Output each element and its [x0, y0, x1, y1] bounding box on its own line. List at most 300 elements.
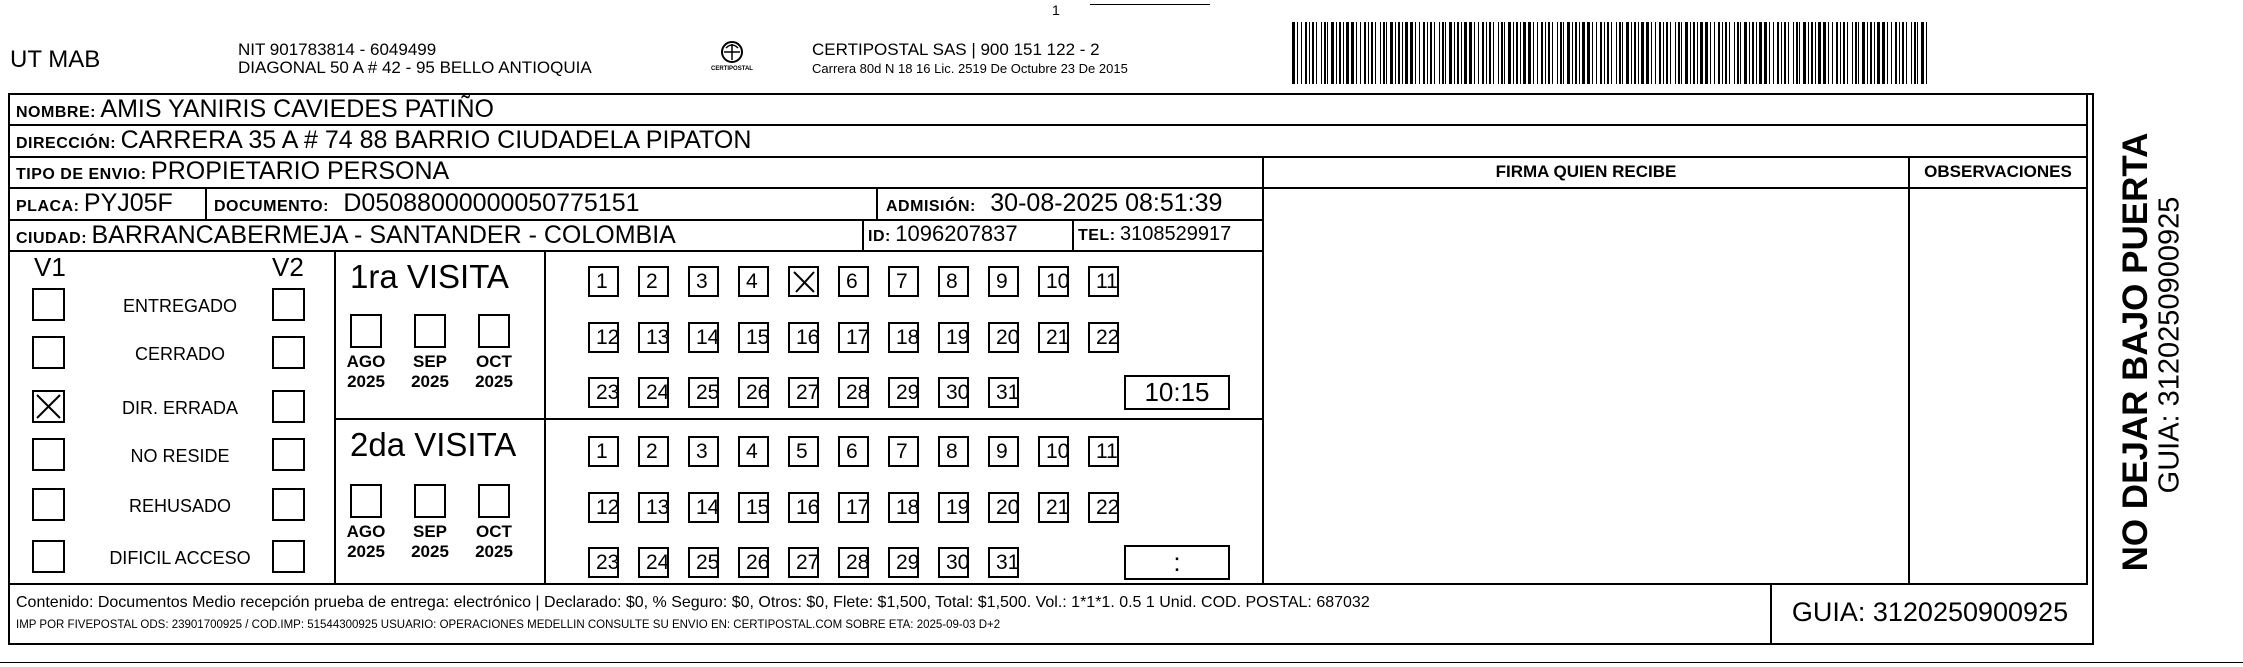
- barcode-bar: [1309, 22, 1310, 84]
- documento-row: [214, 189, 640, 218]
- day-checkbox[interactable]: [1038, 492, 1069, 523]
- barcode-bar: [1439, 22, 1440, 84]
- admision-value: 30-08-2025 08:51:39: [990, 189, 1223, 217]
- barcode-bar: [1700, 22, 1703, 84]
- barcode-bar: [1646, 22, 1649, 84]
- day-number: 23: [596, 381, 620, 404]
- day-number: 25: [696, 551, 720, 574]
- barcode-bar: [1316, 22, 1317, 84]
- day-number: 4: [746, 270, 758, 293]
- day-checkbox[interactable]: [888, 547, 919, 578]
- day-checkbox[interactable]: [688, 492, 719, 523]
- barcode-bar: [1380, 22, 1381, 84]
- barcode-bar: [1710, 22, 1711, 84]
- barcode-bar: [1663, 22, 1664, 84]
- day-checkbox[interactable]: [588, 547, 619, 578]
- barcode-bar: [1541, 22, 1543, 84]
- barcode-bar: [1604, 22, 1605, 84]
- day-checkbox[interactable]: [688, 266, 719, 297]
- day-number: 17: [846, 496, 870, 519]
- barcode-bar: [1430, 22, 1432, 84]
- day-checkbox[interactable]: [1038, 322, 1069, 353]
- status-label: CERRADO: [134, 344, 225, 364]
- barcode-bar: [1641, 22, 1644, 84]
- barcode-bar: [1796, 22, 1798, 84]
- day-checkbox[interactable]: [788, 266, 819, 297]
- day-number: 21: [1046, 326, 1070, 349]
- month-label: [340, 352, 392, 392]
- day-checkbox[interactable]: [988, 492, 1019, 523]
- side-warning: NO DEJAR BAJO PUERTA: [2116, 132, 2155, 572]
- day-checkbox[interactable]: [838, 266, 869, 297]
- day-checkbox[interactable]: [838, 322, 869, 353]
- day-number: 1: [596, 270, 608, 293]
- day-checkbox[interactable]: [1088, 436, 1119, 467]
- barcode-bar: [1343, 22, 1344, 84]
- month-checkbox[interactable]: [350, 314, 382, 348]
- day-checkbox[interactable]: [988, 436, 1019, 467]
- barcode-bar: [1895, 22, 1897, 84]
- barcode-bar: [1793, 22, 1794, 84]
- barcode-bar: [1921, 22, 1924, 84]
- barcode-bar: [1533, 22, 1534, 84]
- day-number: 4: [746, 440, 758, 463]
- day-checkbox[interactable]: [588, 436, 619, 467]
- barcode-bar: [1419, 22, 1420, 84]
- documento-value: D05088000000050775151: [343, 189, 640, 217]
- barcode-bar: [1434, 22, 1435, 84]
- carrier-license: Carrera 80d N 18 16 Lic. 2519 De Octubre 23 De 2015: [812, 61, 1128, 76]
- company-nit: NIT 901783814 - 6049499: [238, 40, 437, 59]
- day-checkbox[interactable]: [738, 377, 769, 408]
- certipostal-logo: [708, 38, 756, 78]
- barcode-bar: [1305, 22, 1307, 84]
- day-number: 11: [1096, 440, 1118, 463]
- logo-text: CERTIPOSTAL: [711, 66, 753, 72]
- day-number: 19: [946, 496, 970, 519]
- day-number: 11: [1096, 270, 1118, 293]
- day-checkbox[interactable]: [938, 322, 969, 353]
- day-number: 2: [646, 440, 658, 463]
- barcode-bar: [1858, 22, 1859, 84]
- barcode-bar: [1398, 22, 1400, 84]
- day-number: 26: [746, 381, 770, 404]
- barcode-bar: [1516, 22, 1518, 84]
- barcode-bar: [1722, 22, 1723, 84]
- day-number: 28: [846, 381, 870, 404]
- day-number: 23: [596, 551, 620, 574]
- day-checkbox[interactable]: [938, 492, 969, 523]
- barcode-bar: [1666, 22, 1668, 84]
- day-number: 2: [646, 270, 658, 293]
- time-field[interactable]: :: [1124, 545, 1230, 580]
- barcode-bar: [1729, 22, 1730, 84]
- first-visit-title: 1ra VISITA: [350, 258, 509, 295]
- barcode-bar: [1675, 22, 1676, 84]
- barcode-bar: [1592, 22, 1593, 84]
- day-number: 10: [1046, 270, 1070, 293]
- barcode-bar: [1461, 22, 1462, 84]
- barcode-bar: [1899, 22, 1900, 84]
- inner-right: [2086, 93, 2088, 585]
- barcode-bar: [1501, 22, 1503, 84]
- day-checkbox[interactable]: [688, 377, 719, 408]
- day-number: 15: [746, 326, 770, 349]
- v2-checkbox[interactable]: [272, 336, 305, 369]
- page-bottom-rule: [0, 662, 2243, 663]
- barcode-bar: [1777, 22, 1779, 84]
- id-label: ID:: [868, 228, 891, 245]
- month-checkbox[interactable]: [478, 484, 510, 518]
- barcode-bar: [1616, 22, 1617, 84]
- day-checkbox[interactable]: [888, 377, 919, 408]
- day-checkbox[interactable]: [788, 377, 819, 408]
- day-checkbox[interactable]: [688, 547, 719, 578]
- barcode-bar: [1548, 22, 1550, 84]
- barcode-bar: [1823, 22, 1826, 84]
- day-number: 8: [946, 270, 958, 293]
- day-checkbox[interactable]: [988, 547, 1019, 578]
- barcode-bar: [1836, 22, 1838, 84]
- v1-checkbox[interactable]: [32, 288, 65, 321]
- status-label: REHUSADO: [128, 496, 231, 516]
- month-checkbox[interactable]: [414, 314, 446, 348]
- barcode-bar: [1478, 22, 1479, 84]
- placa-label: PLACA:: [16, 198, 80, 215]
- barcode-bar: [1659, 22, 1661, 84]
- day-checkbox[interactable]: [788, 322, 819, 353]
- day-number: 10: [1046, 440, 1070, 463]
- barcode-bar: [1482, 22, 1484, 84]
- page-mark: 1: [1052, 2, 1060, 18]
- second-visit-title: 2da VISITA: [350, 426, 517, 463]
- day-number: 18: [896, 496, 920, 519]
- day-number: 3: [696, 270, 708, 293]
- barcode-bar: [1693, 22, 1695, 84]
- v1-checkbox[interactable]: [32, 540, 65, 573]
- month-name: OCT: [476, 522, 512, 541]
- day-checkbox[interactable]: [588, 322, 619, 353]
- ciudad-row: [16, 221, 676, 250]
- barcode-bar: [1508, 22, 1511, 84]
- day-number: 18: [896, 326, 920, 349]
- barcode-bar: [1902, 22, 1904, 84]
- day-number: 13: [646, 326, 670, 349]
- day-number: 19: [946, 326, 970, 349]
- month-name: OCT: [476, 352, 512, 371]
- v1-label: V1: [34, 252, 66, 282]
- v2-checkbox[interactable]: [272, 438, 305, 471]
- barcode-bar: [1655, 22, 1656, 84]
- day-number: 22: [1096, 326, 1120, 349]
- month-label: [340, 522, 392, 562]
- day-number: 6: [846, 270, 858, 293]
- day-number: 7: [896, 270, 908, 293]
- barcode-bar: [1756, 22, 1757, 84]
- day-checkbox[interactable]: [838, 492, 869, 523]
- check-x-icon: [790, 268, 817, 295]
- day-checkbox[interactable]: [1088, 492, 1119, 523]
- month-checkbox[interactable]: [414, 484, 446, 518]
- day-checkbox[interactable]: [988, 266, 1019, 297]
- barcode-bar: [1504, 22, 1505, 84]
- day-checkbox[interactable]: [938, 266, 969, 297]
- barcode-bar: [1545, 22, 1546, 84]
- barcode-bar: [1423, 22, 1425, 84]
- v2-checkbox[interactable]: [272, 390, 305, 423]
- day-checkbox[interactable]: [788, 547, 819, 578]
- day-checkbox[interactable]: [738, 322, 769, 353]
- barcode-bar: [1336, 22, 1337, 84]
- placa-value: PYJ05F: [83, 189, 173, 217]
- day-number: 29: [896, 551, 920, 574]
- observaciones-header: OBSERVACIONES: [1924, 162, 2072, 181]
- barcode-bar: [1464, 22, 1467, 84]
- day-checkbox[interactable]: [838, 377, 869, 408]
- day-number: 16: [796, 496, 820, 519]
- day-checkbox[interactable]: [938, 436, 969, 467]
- day-number: 7: [896, 440, 908, 463]
- barcode-bar: [1788, 22, 1789, 84]
- carrier-name: CERTIPOSTAL SAS | 900 151 122 - 2: [812, 40, 1100, 59]
- id-value: 1096207837: [895, 221, 1018, 246]
- barcode-bar: [1631, 22, 1632, 84]
- direccion-row: [16, 126, 751, 155]
- day-checkbox[interactable]: [738, 266, 769, 297]
- day-number: 5: [796, 440, 808, 463]
- barcode-bar: [1611, 22, 1612, 84]
- day-checkbox[interactable]: [738, 436, 769, 467]
- day-number: 29: [896, 381, 920, 404]
- v2-checkbox[interactable]: [272, 488, 305, 521]
- status-label: DIFICIL ACCESO: [109, 548, 251, 568]
- day-checkbox[interactable]: [638, 377, 669, 408]
- day-checkbox[interactable]: [588, 266, 619, 297]
- barcode-bar: [1386, 22, 1387, 84]
- id-row: [868, 221, 1018, 247]
- barcode-bar: [1489, 22, 1491, 84]
- barcode-bar: [1567, 22, 1570, 84]
- month-label: [468, 352, 520, 392]
- day-checkbox[interactable]: [1038, 266, 1069, 297]
- barcode-bar: [1301, 22, 1302, 84]
- barcode-bar: [1870, 22, 1872, 84]
- day-number: 24: [646, 381, 670, 404]
- footer-imp: IMP POR FIVEPOSTAL ODS: 23901700925 / COD.IMP: 51544300925 USUARIO: OPERACIONES MEDELLIN CONSULTE SU ENVIO EN: CERTIPOSTAL.COM SOBRE ETA: 2025-09-03 D+2: [16, 619, 1001, 631]
- barcode-bar: [1926, 22, 1927, 84]
- day-checkbox[interactable]: [838, 436, 869, 467]
- tipo-label: TIPO DE ENVIO:: [16, 166, 147, 183]
- day-checkbox[interactable]: [988, 322, 1019, 353]
- day-checkbox[interactable]: [588, 377, 619, 408]
- barcode-bar: [1339, 22, 1341, 84]
- barcode-bar: [1415, 22, 1416, 84]
- barcode-bar: [1634, 22, 1636, 84]
- barcode-bar: [1405, 22, 1408, 84]
- barcode-bar: [1331, 22, 1334, 84]
- day-checkbox[interactable]: [638, 436, 669, 467]
- barcode-bar: [1619, 22, 1621, 84]
- barcode-bar: [1877, 22, 1880, 84]
- barcode-bar: [1395, 22, 1396, 84]
- barcode-bar: [1815, 22, 1816, 84]
- barcode-bar: [1375, 22, 1376, 84]
- admision-label: ADMISIÓN:: [886, 198, 976, 215]
- day-checkbox[interactable]: [838, 547, 869, 578]
- v1-checkbox[interactable]: [32, 488, 65, 521]
- barcode-bar: [1887, 22, 1888, 84]
- day-number: 6: [846, 440, 858, 463]
- day-checkbox[interactable]: [788, 492, 819, 523]
- status-label: ENTREGADO: [122, 296, 237, 316]
- footer-guia: GUIA: 3120250900925: [1791, 597, 2069, 627]
- day-number: 3: [696, 440, 708, 463]
- barcode-bar: [1718, 22, 1720, 84]
- barcode-bar: [1784, 22, 1786, 84]
- day-number: 8: [946, 440, 958, 463]
- day-number: 31: [996, 381, 1020, 404]
- barcode-bar: [1607, 22, 1609, 84]
- v2-checkbox[interactable]: [272, 540, 305, 573]
- v1-checkbox[interactable]: [32, 390, 65, 423]
- day-number: 26: [746, 551, 770, 574]
- barcode-bar: [1891, 22, 1892, 84]
- firma-header: FIRMA QUIEN RECIBE: [1495, 162, 1677, 181]
- day-number: 20: [996, 326, 1020, 349]
- month-label: [404, 352, 456, 392]
- day-number: 24: [646, 551, 670, 574]
- barcode-bar: [1917, 22, 1918, 84]
- day-checkbox[interactable]: [888, 436, 919, 467]
- month-label: [404, 522, 456, 562]
- barcode-bar: [1346, 22, 1349, 84]
- barcode-bar: [1312, 22, 1314, 84]
- barcode-bar: [1297, 22, 1298, 84]
- day-checkbox[interactable]: [738, 492, 769, 523]
- nombre-value: AMIS YANIRIS CAVIEDES PATIÑO: [100, 95, 494, 123]
- barcode-bar: [1457, 22, 1459, 84]
- tipo-value: PROPIETARIO PERSONA: [151, 157, 450, 185]
- barcode-bar: [1705, 22, 1708, 84]
- day-checkbox[interactable]: [638, 492, 669, 523]
- check-x-icon: [34, 392, 63, 421]
- barcode-bar: [1811, 22, 1813, 84]
- month-name: AGO: [346, 522, 386, 541]
- barcode-bar: [1351, 22, 1354, 84]
- day-checkbox[interactable]: [638, 547, 669, 578]
- frame-left: [8, 93, 10, 645]
- day-checkbox[interactable]: [1088, 266, 1119, 297]
- day-number: 9: [996, 270, 1008, 293]
- barcode: [1292, 22, 1932, 84]
- day-checkbox[interactable]: [638, 322, 669, 353]
- v1-checkbox[interactable]: [32, 438, 65, 471]
- day-checkbox[interactable]: [938, 377, 969, 408]
- tipo-row: [16, 157, 449, 186]
- day-checkbox[interactable]: [888, 492, 919, 523]
- day-number: 30: [946, 551, 970, 574]
- company-name: UT MAB: [10, 46, 101, 73]
- barcode-bar: [1371, 22, 1373, 84]
- day-checkbox[interactable]: [638, 266, 669, 297]
- barcode-bar: [1734, 22, 1735, 84]
- nombre-label: NOMBRE:: [16, 104, 96, 121]
- barcode-bar: [1843, 22, 1845, 84]
- barcode-bar: [1759, 22, 1762, 84]
- day-checkbox[interactable]: [888, 266, 919, 297]
- barcode-bar: [1803, 22, 1806, 84]
- barcode-bar: [1528, 22, 1531, 84]
- day-checkbox[interactable]: [738, 547, 769, 578]
- day-checkbox[interactable]: [1038, 436, 1069, 467]
- barcode-bar: [1427, 22, 1428, 84]
- barcode-bar: [1402, 22, 1403, 84]
- barcode-bar: [1681, 22, 1682, 84]
- barcode-bar: [1292, 22, 1295, 84]
- v2-checkbox[interactable]: [272, 288, 305, 321]
- day-number: 21: [1046, 496, 1070, 519]
- day-number: 27: [796, 381, 820, 404]
- month-year: 2025: [411, 372, 449, 391]
- barcode-bar: [1575, 22, 1577, 84]
- barcode-bar: [1651, 22, 1652, 84]
- barcode-bar: [1670, 22, 1671, 84]
- day-number: 12: [596, 496, 620, 519]
- barcode-bar: [1690, 22, 1691, 84]
- barcode-bar: [1552, 22, 1553, 84]
- day-checkbox[interactable]: [688, 436, 719, 467]
- barcode-bar: [1781, 22, 1782, 84]
- day-number: 27: [796, 551, 820, 574]
- day-number: 17: [846, 326, 870, 349]
- time-field[interactable]: 10:15: [1124, 375, 1230, 410]
- barcode-bar: [1906, 22, 1907, 84]
- barcode-bar: [1773, 22, 1774, 84]
- ciudad-value: BARRANCABERMEJA - SANTANDER - COLOMBIA: [91, 221, 676, 249]
- barcode-bar: [1740, 22, 1741, 84]
- barcode-bar: [1769, 22, 1770, 84]
- day-checkbox[interactable]: [788, 436, 819, 467]
- month-year: 2025: [347, 372, 385, 391]
- month-year: 2025: [475, 372, 513, 391]
- barcode-bar: [1513, 22, 1514, 84]
- month-name: SEP: [412, 522, 448, 541]
- month-checkbox[interactable]: [350, 484, 382, 518]
- day-checkbox[interactable]: [588, 492, 619, 523]
- barcode-bar: [1474, 22, 1475, 84]
- day-checkbox[interactable]: [1088, 322, 1119, 353]
- barcode-bar: [1449, 22, 1452, 84]
- barcode-bar: [1882, 22, 1885, 84]
- day-number: 16: [796, 326, 820, 349]
- barcode-bar: [1744, 22, 1747, 84]
- v1-checkbox[interactable]: [32, 336, 65, 369]
- day-number: 14: [696, 496, 720, 519]
- day-checkbox[interactable]: [988, 377, 1019, 408]
- barcode-bar: [1563, 22, 1564, 84]
- barcode-bar: [1356, 22, 1357, 84]
- barcode-bar: [1321, 22, 1322, 84]
- documento-label: DOCUMENTO:: [214, 198, 329, 215]
- day-checkbox[interactable]: [888, 322, 919, 353]
- barcode-bar: [1324, 22, 1326, 84]
- day-checkbox[interactable]: [688, 322, 719, 353]
- barcode-bar: [1498, 22, 1499, 84]
- tel-value: 3108529917: [1120, 223, 1232, 245]
- barcode-bar: [1847, 22, 1848, 84]
- month-checkbox[interactable]: [478, 314, 510, 348]
- day-checkbox[interactable]: [938, 547, 969, 578]
